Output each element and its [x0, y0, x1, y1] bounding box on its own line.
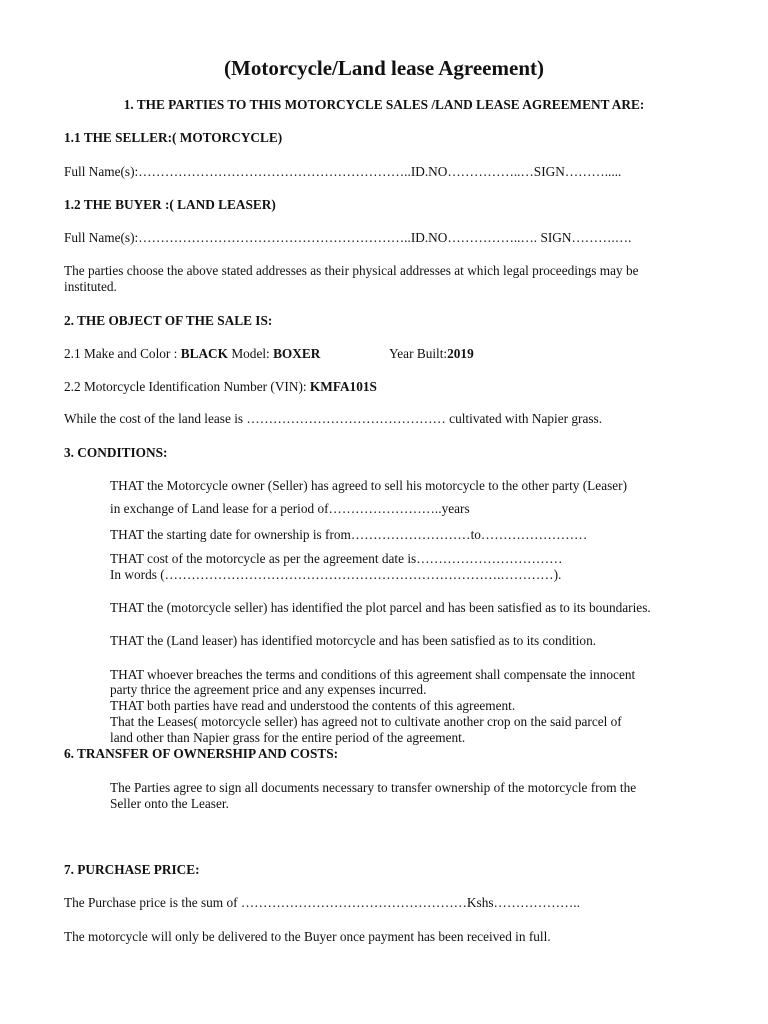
- purchase-price-line: The Purchase price is the sum of ……………………………………………Kshs………………..: [64, 895, 580, 910]
- condition-5: THAT the (Land leaser) has identified motorcycle and has been satisfied as to its condition.: [110, 633, 597, 648]
- condition-3-line1: THAT cost of the motorcycle as per the agreement date is……………………………: [110, 551, 563, 566]
- vin-line: [64, 379, 377, 395]
- document-title: (Motorcycle/Land lease Agreement): [224, 56, 544, 80]
- transfer-heading: 6. TRANSFER OF OWNERSHIP AND COSTS:: [64, 746, 339, 761]
- object-heading: 2. THE OBJECT OF THE SALE IS:: [64, 313, 273, 328]
- conditions-heading: 3. CONDITIONS:: [64, 445, 168, 460]
- year-label: Year Built:: [389, 346, 448, 361]
- model-value: BOXER: [273, 346, 321, 361]
- transfer-text-line1: The Parties agree to sign all documents necessary to transfer ownership of the motorcycle from the: [110, 780, 637, 795]
- condition-7: THAT both parties have read and understood the contents of this agreement.: [110, 698, 516, 713]
- make-color-line: [64, 346, 320, 362]
- condition-2: THAT the starting date for ownership is from………………………to……………………: [110, 527, 588, 542]
- condition-4: THAT the (motorcycle seller) has identified the plot parcel and has been satisfied as to its boundaries.: [110, 600, 651, 615]
- condition-8-line2: land other than Napier grass for the entire period of the agreement.: [110, 730, 466, 745]
- condition-6-line2: party thrice the agreement price and any expenses incurred.: [110, 682, 427, 697]
- condition-1-line2: in exchange of Land lease for a period of……………………..years: [110, 501, 470, 516]
- transfer-text-line2: Seller onto the Leaser.: [110, 796, 229, 811]
- model-label: Model:: [228, 346, 274, 361]
- condition-8-line1: That the Leases( motorcycle seller) has agreed not to cultivate another crop on the said parcel of: [110, 714, 622, 729]
- year-value: 2019: [447, 346, 474, 361]
- parties-heading: 1. THE PARTIES TO THIS MOTORCYCLE SALES /LAND LEASE AGREEMENT ARE:: [123, 97, 645, 112]
- seller-heading: 1.1 THE SELLER:( MOTORCYCLE): [64, 130, 283, 145]
- condition-6-line1: THAT whoever breaches the terms and conditions of this agreement shall compensate the innocent: [110, 667, 636, 682]
- vin-label: 2.2 Motorcycle Identification Number (VIN):: [64, 379, 310, 394]
- condition-1-line1: THAT the Motorcycle owner (Seller) has agreed to sell his motorcycle to the other party (Leaser): [110, 478, 628, 493]
- seller-details-line: Full Name(s):……………………………………………………..ID.NO……………..…SIGN……….....: [64, 164, 622, 179]
- make-color-label: 2.1 Make and Color :: [64, 346, 181, 361]
- condition-3-line2: In words (………………………………………………………………….…………).: [110, 567, 562, 582]
- lease-cost-line: While the cost of the land lease is ……………………………………… cultivated with Napier grass.: [64, 411, 603, 426]
- delivery-line: The motorcycle will only be delivered to the Buyer once payment has been received in full.: [64, 929, 551, 944]
- buyer-heading: 1.2 THE BUYER :( LAND LEASER): [64, 197, 276, 212]
- color-value: BLACK: [180, 346, 228, 361]
- purchase-price-heading: 7. PURCHASE PRICE:: [64, 862, 200, 877]
- vin-value: KMFA101S: [309, 379, 377, 394]
- addresses-text-line2: instituted.: [64, 279, 117, 294]
- buyer-details-line: Full Name(s):……………………………………………………..ID.NO……………..…. SIGN……….….: [64, 230, 632, 245]
- addresses-text-line1: The parties choose the above stated addresses as their physical addresses at which legal proceedings may be: [64, 263, 639, 278]
- year-built: [389, 346, 474, 362]
